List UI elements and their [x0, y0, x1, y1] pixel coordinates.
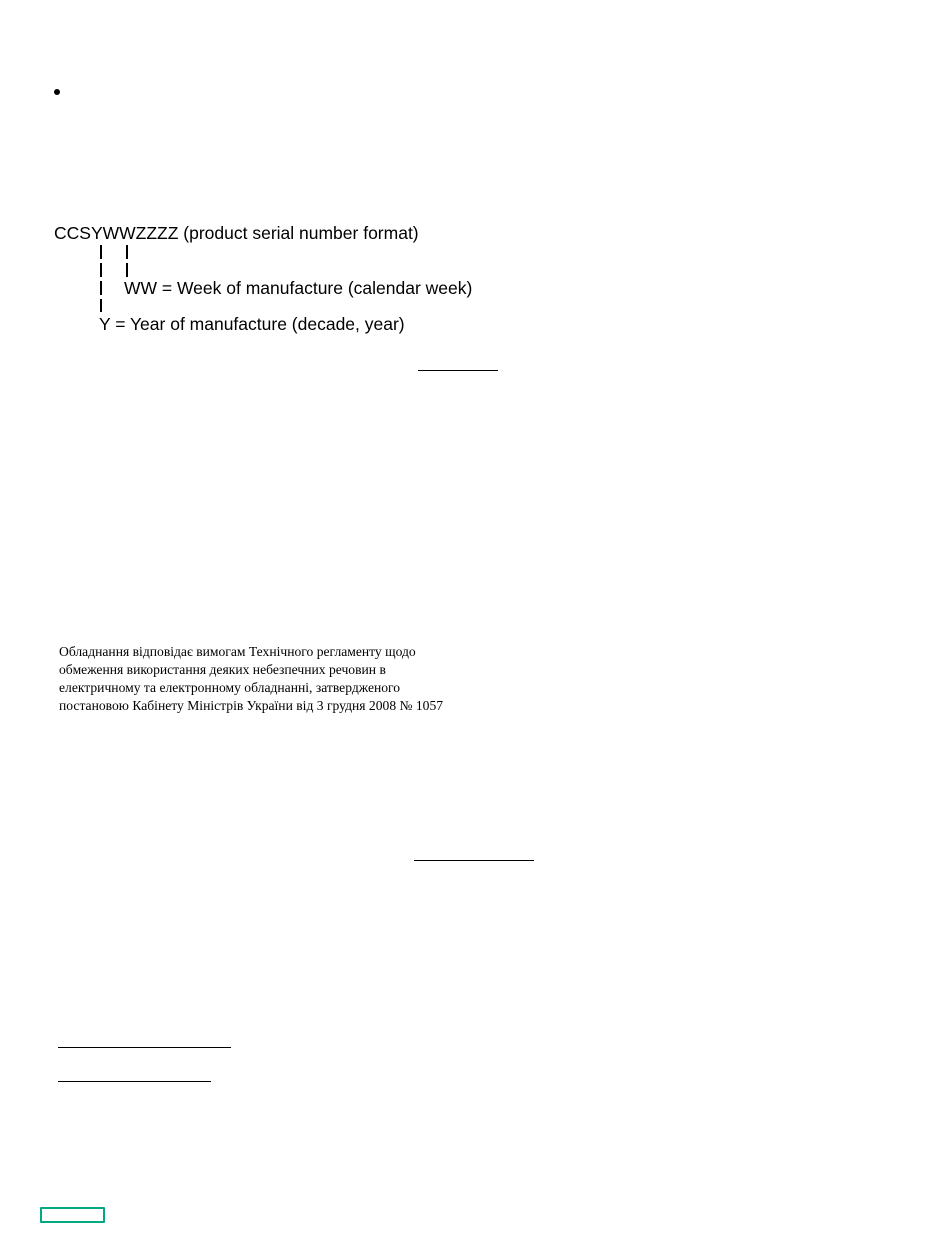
divider-rule-2 — [414, 860, 534, 861]
notice-line-3: електричному та електронному обладнанні, затвердженого — [59, 680, 401, 695]
year-pipe-1 — [100, 245, 102, 259]
week-label: WW = Week of manufacture (calendar week) — [124, 278, 473, 298]
notice-line-2: обмеження використання деяких небезпечних речовин в — [59, 662, 386, 677]
week-pipe-1 — [126, 245, 128, 259]
year-label: Y = Year of manufacture (decade, year) — [99, 314, 405, 334]
footer-brand-tab — [40, 1207, 105, 1223]
divider-rule-4 — [58, 1081, 211, 1082]
list-bullet — [54, 89, 60, 95]
notice-line-1: Обладнання відповідає вимогам Технічного регламенту щодо — [59, 644, 416, 659]
divider-rule-3 — [58, 1047, 231, 1048]
year-pipe-3 — [100, 281, 102, 295]
notice-line-4: постановою Кабінету Міністрів України від 3 грудня 2008 № 1057 — [59, 698, 444, 713]
serial-format-line: CCSYWWZZZZ (product serial number format) — [54, 223, 419, 243]
week-pipe-2 — [126, 263, 128, 277]
year-pipe-4 — [100, 299, 102, 312]
divider-rule-1 — [418, 370, 498, 371]
year-pipe-2 — [100, 263, 102, 277]
ukraine-rohs-notice — [59, 643, 519, 715]
